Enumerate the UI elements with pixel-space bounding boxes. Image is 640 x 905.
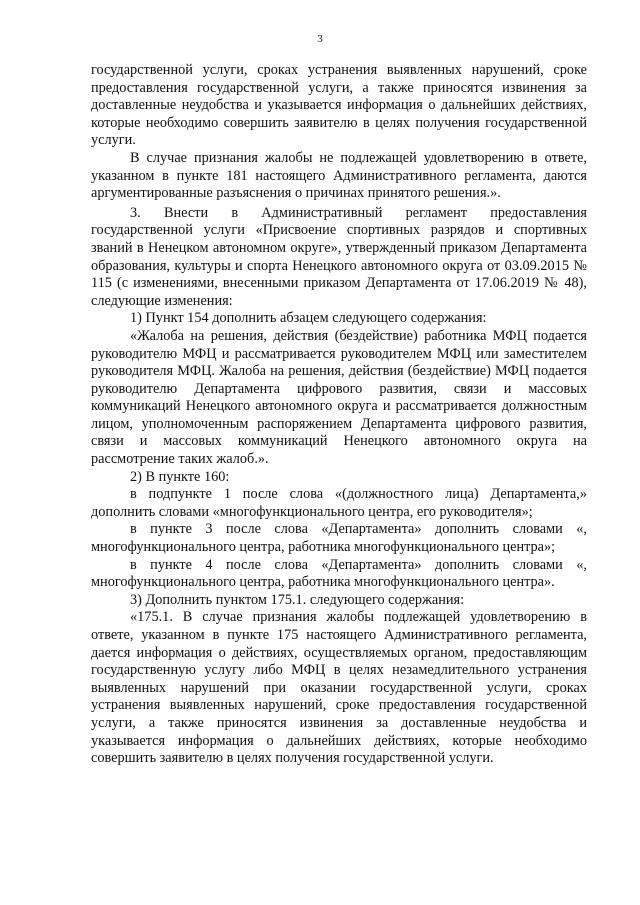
paragraph-point-3: в пункте 3 после слова «Департамента» дополнить словами «, многофункционального центра, работника многофункционального центра»; [91, 521, 587, 556]
paragraph-subitem-1: 1) Пункт 154 дополнить абзацем следующего содержания: [130, 310, 487, 327]
document-body [91, 62, 587, 768]
paragraph-item-3: 3. Внести в Административный регламент предоставления государственной услуги «Присвоение спортивных разрядов и спортивных званий в Ненецком автономном округе», утвержденный приказом Департамента образования, культуры и спорта Ненецкого автономного округа от 03.09.2015 № 115 (с изменениями, внесенными приказом Департамента от 17.06.2019 № 48), следующие изменения: [91, 204, 587, 309]
paragraph-subpoint-1: в подпункте 1 после слова «(должностного лица) Департамента,» дополнить словами «многофункционального центра, его руководителя»; [91, 486, 587, 520]
paragraph-complaint-text: «Жалоба на решения, действия (бездействие) работника МФЦ подается руководителю МФЦ и рассматривается руководителем МФЦ или заместителем руководителя МФЦ. Жалоба на решения, действия (бездействие) МФЦ подается руководителю Департамента цифрового развития, связи и массовых коммуникаций Ненецкого автономного округа и рассматривается должностным лицом, уполномоченным распоряжением Департамента цифрового развития, связи и массовых коммуникаций Ненецкого автономного округа на рассмотрение таких жалоб.». [91, 327, 587, 468]
paragraph-continuation: государственной услуги, сроках устранения выявленных нарушений, сроке предоставления государственной услуги, а также приносятся извинения за доставленные неудобства и указывается информация о дальнейших действиях, которые необходимо совершить заявителю в целях получения государственной услуги. [91, 62, 587, 149]
paragraph-subitem-3: 3) Дополнить пунктом 175.1. следующего содержания: [130, 591, 465, 608]
paragraph-refusal-note: В случае признания жалобы не подлежащей удовлетворению в ответе, указанном в пункте 181 настоящего Административного регламента, даются аргументированные разъяснения о причинах принятого решения.». [91, 149, 587, 202]
paragraph-subitem-2: 2) В пункте 160: [130, 468, 230, 485]
paragraph-item-175-1: «175.1. В случае признания жалобы подлежащей удовлетворению в ответе, указанном в пункте 175 настоящего Административного регламента, дается информация о действиях, осуществляемых органом, предоставляющим государственную услугу либо МФЦ в целях незамедлительного устранения выявленных нарушений при оказании государственной услуги, сроках устранения выявленных нарушений, сроке предоставления государственной услуги, а также приносятся извинения за доставленные неудобства и указывается информация о дальнейших действиях, которые необходимо совершить заявителю в целях получения государственной услуги. [91, 609, 587, 767]
page-number: 3 [317, 33, 323, 45]
paragraph-point-4: в пункте 4 после слова «Департамента» дополнить словами «, многофункционального центра, работника многофункционального центра». [91, 556, 587, 591]
